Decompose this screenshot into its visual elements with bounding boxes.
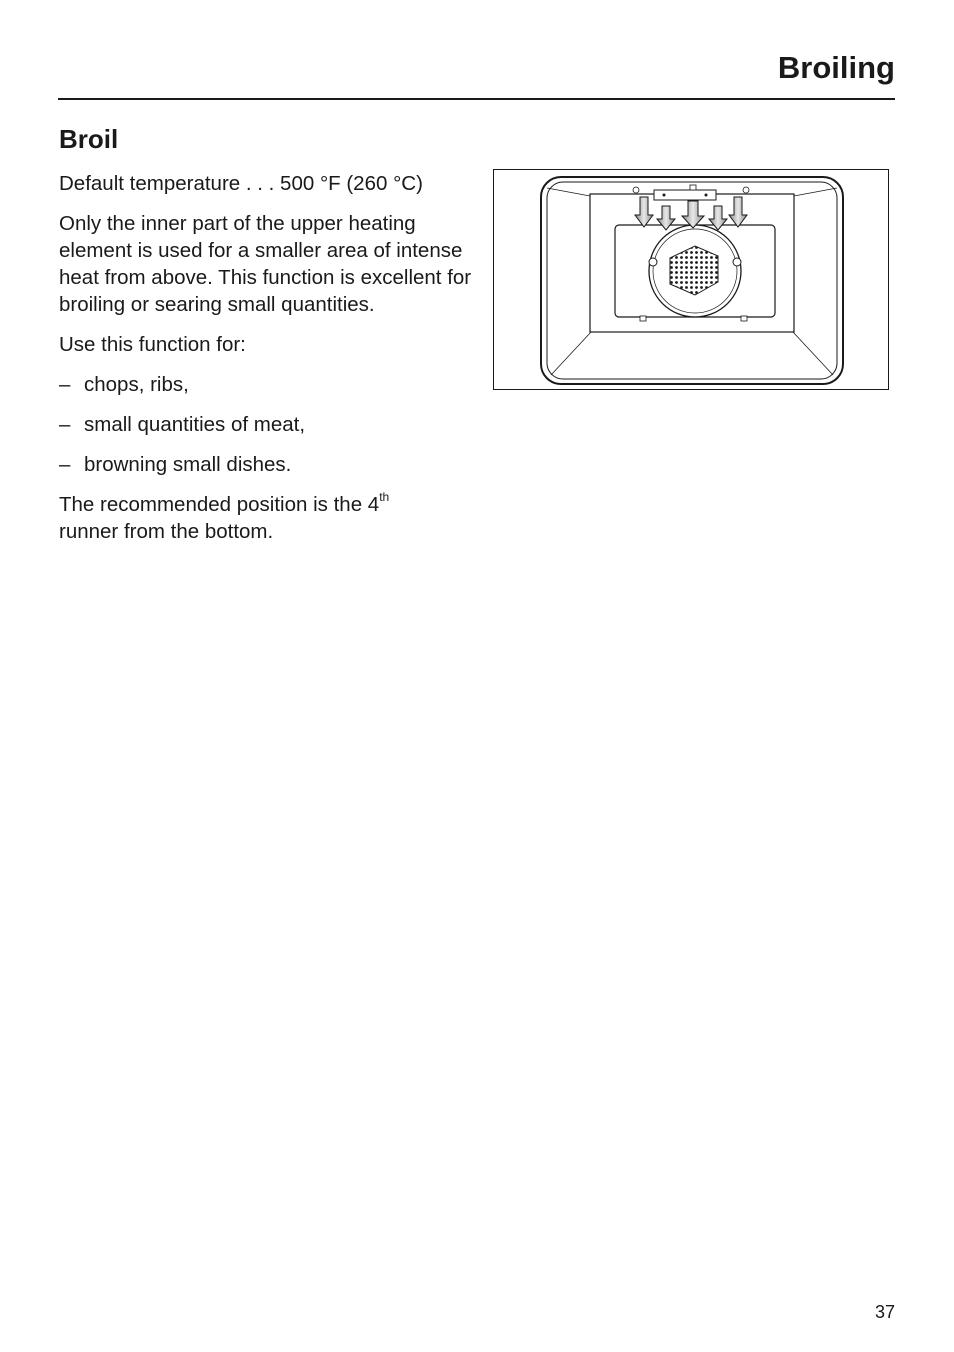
- list-item-text: browning small dishes.: [84, 453, 292, 476]
- list-dash: –: [59, 413, 71, 436]
- list-item-text: small quantities of meat,: [84, 413, 306, 436]
- header-divider: [58, 98, 895, 100]
- function-description: Only the inner part of the upper heating element is used for a smaller area of intense heat from above. This function is excellent for broiling or searing small quantities.: [59, 212, 472, 316]
- oven-figure: [493, 169, 889, 390]
- page-number: 37: [874, 1302, 895, 1322]
- list-dash: –: [59, 453, 71, 476]
- section-body: [59, 170, 479, 558]
- recommended-position: [59, 491, 479, 545]
- list-dash: –: [59, 373, 71, 396]
- list-item: [59, 411, 479, 438]
- oven-broil-illustration-icon: [494, 170, 887, 388]
- recommendation-text: The recommended position is the 4: [59, 493, 380, 516]
- page-header-title: Broiling: [777, 50, 895, 85]
- recommendation-superscript: th: [379, 490, 390, 505]
- recommendation-text-continued: runner from the bottom.: [59, 520, 274, 543]
- list-item-text: chops, ribs,: [84, 373, 189, 396]
- list-item: [59, 451, 479, 478]
- section-title: Broil: [59, 124, 119, 154]
- use-intro: Use this function for:: [59, 333, 246, 356]
- list-item: [59, 371, 479, 398]
- default-temperature: Default temperature . . . 500 °F (260 °C): [59, 172, 423, 195]
